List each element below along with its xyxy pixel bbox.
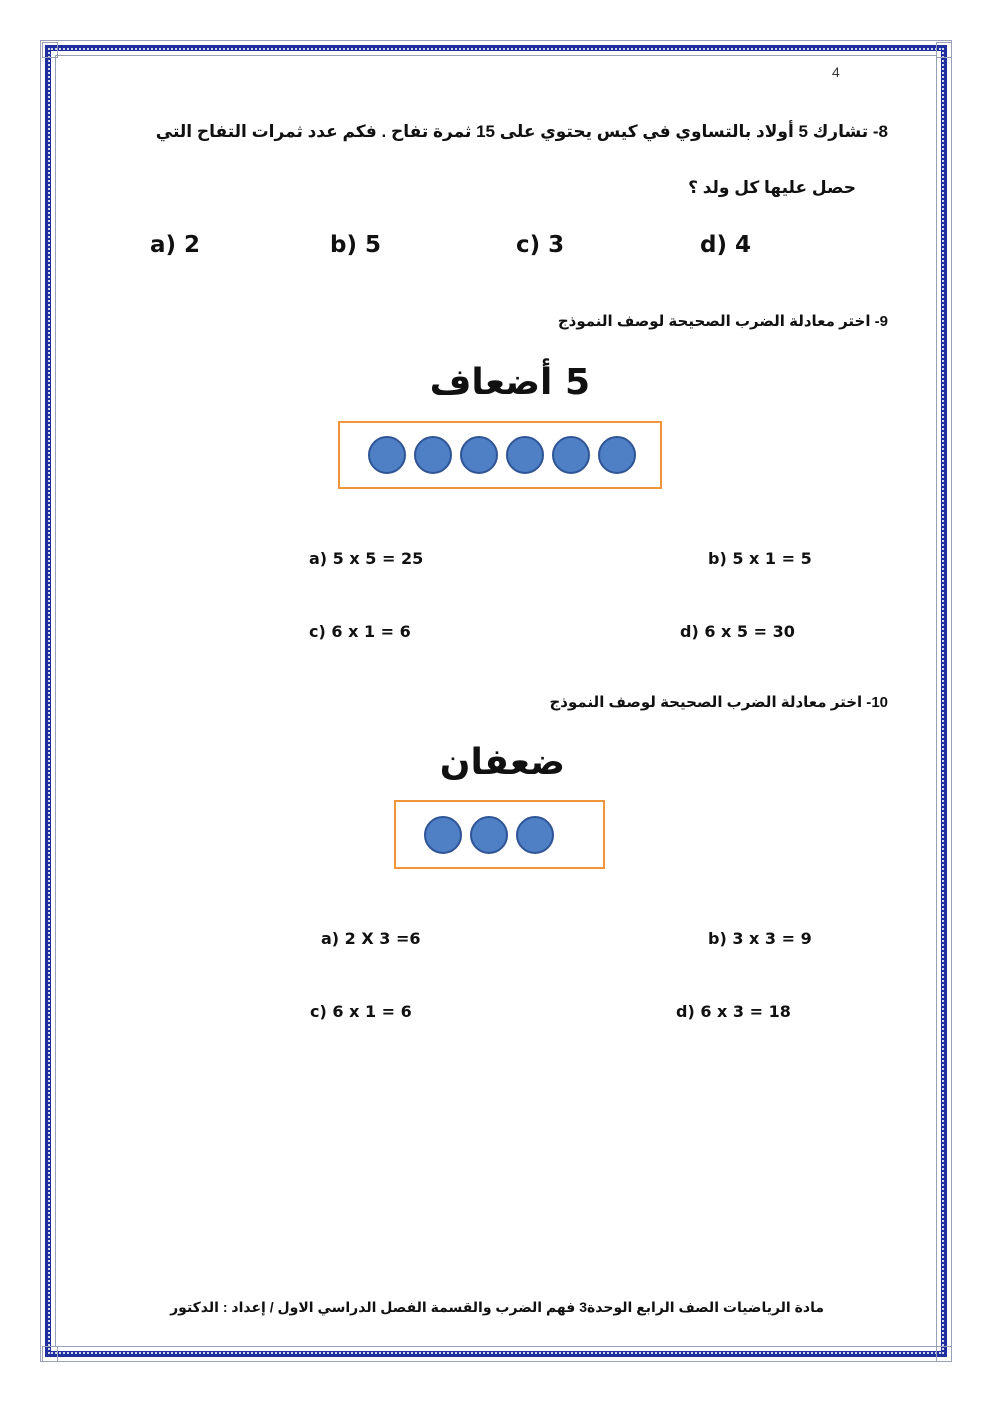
model-circle [424,816,462,854]
q10-option-b[interactable]: b) 3 x 3 = 9 [708,929,812,948]
border-corner-bottom-right [936,1346,952,1362]
border-corner-bottom-left [42,1346,58,1362]
question-10-text: 10- اختر معادلة الضرب الصحيحة لوصف النموذج [549,694,888,711]
q8-option-c[interactable]: c) 3 [516,232,565,258]
q10-option-d[interactable]: d) 6 x 3 = 18 [676,1002,791,1021]
page-footer: مادة الرياضيات الصف الرابع الوحدة3 فهم الضرب والقسمة الفصل الدراسي الاول / إعداد : الدكتور [170,1299,824,1315]
question-8-line-1: 8- تشارك 5 أولاد بالتساوي في كيس يحتوي على 15 ثمرة تفاح . فكم عدد ثمرات التفاح التي [155,122,888,141]
q10-option-c[interactable]: c) 6 x 1 = 6 [310,1002,412,1021]
q9-option-c[interactable]: c) 6 x 1 = 6 [309,622,411,641]
model-circle [414,436,452,474]
q8-option-a[interactable]: a) 2 [150,232,201,258]
q9-model-title: 5 أضعاف [429,362,590,403]
q10-model-box [394,800,605,869]
model-circle [598,436,636,474]
page-number: 4 [832,64,840,80]
q9-model-box [338,421,662,489]
border-corner-top-left [42,42,58,58]
q9-option-a[interactable]: a) 5 x 5 = 25 [309,549,424,568]
q10-model-title: ضعفان [439,742,565,783]
model-circle [506,436,544,474]
model-circle [552,436,590,474]
border-corner-top-right [936,42,952,58]
q10-option-a[interactable]: a) 2 X 3 =6 [321,929,421,948]
model-circle [460,436,498,474]
question-9-text: 9- اختر معادلة الضرب الصحيحة لوصف النموذج [557,313,888,330]
q8-option-b[interactable]: b) 5 [330,232,381,258]
model-circle [368,436,406,474]
q8-option-d[interactable]: d) 4 [700,232,751,258]
model-circle [470,816,508,854]
q9-option-b[interactable]: b) 5 x 1 = 5 [708,549,812,568]
question-8-line-2: حصل عليها كل ولد ؟ [688,178,856,197]
q9-option-d[interactable]: d) 6 x 5 = 30 [680,622,795,641]
model-circle [516,816,554,854]
